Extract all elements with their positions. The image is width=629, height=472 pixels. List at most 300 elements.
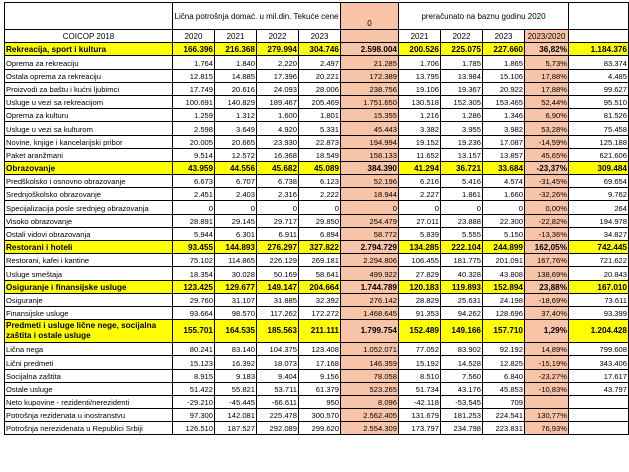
table-row [5,409,629,422]
row-label: Rekreacija, sport i kultura [5,43,173,56]
row-label: Oprema za kulturu [5,109,173,122]
value-cell: 6.738 [257,175,299,188]
value-cell: -53.545 [441,395,483,408]
value-cell: 28.829 [399,293,441,306]
value-cell: 1.468.645 [341,306,399,319]
value-cell: -10,83% [525,382,569,395]
value-cell: 123.425 [173,280,215,293]
value-cell: 15.123 [173,356,215,369]
value-cell: 13.984 [441,69,483,82]
value-cell: 31.885 [257,293,299,306]
value-cell: 18.549 [299,148,341,161]
value-cell: 28.891 [173,214,215,227]
value-cell: 327.822 [299,241,341,254]
value-cell: 279.994 [257,43,299,56]
value-cell: 20.221 [299,69,341,82]
value-cell: 73.611 [569,293,629,306]
value-cell: 37,40% [525,306,569,319]
value-cell: 51.422 [173,382,215,395]
value-cell: 2.562.405 [341,409,399,422]
value-cell: 18.354 [173,267,215,280]
value-cell: 167.010 [569,280,629,293]
value-cell: 12.825 [483,356,525,369]
value-cell: 0 [441,201,483,214]
value-cell: 22.300 [483,214,525,227]
value-cell: 152.489 [399,320,441,343]
table-row [5,356,629,369]
value-cell: 17.168 [299,356,341,369]
value-cell: 43.959 [173,161,215,174]
value-cell: 194.978 [569,214,629,227]
value-cell: 1.286 [441,109,483,122]
value-cell: 36,82% [525,43,569,56]
header-col: 2021 [399,30,441,43]
category-row [5,43,629,56]
value-cell: 276.142 [341,293,399,306]
value-cell: 6.216 [399,175,441,188]
header-base-year: preračunato na baznu godinu 2020 [399,3,569,30]
value-cell: 104.375 [257,343,299,356]
row-label: Potrošnja rezidenata u inostranstvu [5,409,173,422]
value-cell: 58.772 [341,227,399,240]
value-cell: 2.598.004 [341,43,399,56]
value-cell: 2.316 [257,188,299,201]
value-cell: 1.840 [215,56,257,69]
row-label: Usluge u vezi sa rekreacijom [5,95,173,108]
value-cell: 244.899 [483,241,525,254]
value-cell: 1.706 [399,56,441,69]
value-cell: 131.679 [399,409,441,422]
value-cell: 32.392 [299,293,341,306]
value-cell: 17,88% [525,82,569,95]
table-row [5,227,629,240]
value-cell: 172.389 [341,69,399,82]
value-cell: 80.241 [173,343,215,356]
value-cell: 15.192 [399,356,441,369]
value-cell: 276.297 [257,241,299,254]
row-label: Finansijske usluge [5,306,173,319]
value-cell: -23,37% [525,161,569,174]
value-cell: -22,82% [525,214,569,227]
value-cell: 106.455 [399,254,441,267]
value-cell: 6.123 [299,175,341,188]
value-cell: 0 [257,201,299,214]
value-cell: 45.853 [483,382,525,395]
table-row [5,148,629,161]
row-label: Proizvodi za baštu i kućni ljubimci [5,82,173,95]
value-cell: 225.478 [257,409,299,422]
header-empty-cell [5,3,173,30]
table-row [5,188,629,201]
value-cell: 11.652 [399,148,441,161]
row-label: Ostale usluge [5,382,173,395]
value-cell: 343.406 [569,356,629,369]
value-cell: 20.922 [483,82,525,95]
value-cell: 2.451 [173,188,215,201]
value-cell: 51.734 [399,382,441,395]
value-cell: 204.664 [299,280,341,293]
value-cell: 223.831 [483,422,525,435]
value-cell: 194.994 [341,135,399,148]
value-cell: 23.888 [441,214,483,227]
value-cell: 23,88% [525,280,569,293]
value-cell: 146.359 [341,356,399,369]
table-row [5,95,629,108]
value-cell: 709 [483,395,525,408]
value-cell: 309.484 [569,161,629,174]
value-cell: 4.485 [569,69,629,82]
row-label: Neto kupovine - rezidenti/nerezidenti [5,395,173,408]
value-cell: 22.873 [299,135,341,148]
header-col: 2020 [173,30,215,43]
value-cell: 238.756 [341,82,399,95]
value-cell: 5,73% [525,56,569,69]
value-cell: 1.216 [399,109,441,122]
value-cell: 14,89% [525,343,569,356]
value-cell: 3.382 [399,122,441,135]
header-col: 2021 [215,30,257,43]
value-cell: 181.775 [441,254,483,267]
table-row [5,369,629,382]
row-label: Ostali vidovi obrazovanja [5,227,173,240]
table-row [5,175,629,188]
value-cell: 93.664 [173,306,215,319]
category-row [5,241,629,254]
value-cell: 33.684 [483,161,525,174]
value-cell: 4.920 [257,122,299,135]
value-cell: 24.093 [257,82,299,95]
value-cell: 126.510 [173,422,215,435]
value-cell: 721.622 [569,254,629,267]
value-cell: 4.574 [483,175,525,188]
value-cell: 142.081 [215,409,257,422]
value-cell: 1,29% [525,320,569,343]
value-cell: 78.058 [341,369,399,382]
value-cell: 45.443 [341,122,399,135]
table-row [5,135,629,148]
value-cell: 1.764 [173,56,215,69]
value-cell: 157.710 [483,320,525,343]
category-row [5,320,629,343]
value-cell: 130,77% [525,409,569,422]
value-cell: 201.091 [483,254,525,267]
value-cell: 45.089 [299,161,341,174]
value-cell: 100.691 [173,95,215,108]
value-cell: 43.808 [483,267,525,280]
header-coicop: COICOP 2018 [5,30,173,43]
category-row [5,161,629,174]
row-label: Specijalizacija posle srednjeg obrazovanja [5,201,173,214]
value-cell: 19.236 [441,135,483,148]
value-cell: 292.089 [257,422,299,435]
value-cell: 5.416 [441,175,483,188]
value-cell: 55.821 [215,382,257,395]
value-cell: 158.133 [341,148,399,161]
value-cell: 1.312 [215,109,257,122]
value-cell: 138,69% [525,267,569,280]
value-cell: 17,88% [525,69,569,82]
row-label: Usluge u vezi sa kulturom [5,122,173,135]
value-cell: 45,65% [525,148,569,161]
header-row-2 [5,30,629,43]
table-row [5,254,629,267]
value-cell: 21.285 [341,56,399,69]
value-cell: 20.005 [173,135,215,148]
header-current-prices: Lična potrošnja domać. u mil.din. Tekuće cene [173,3,341,30]
value-cell: 44.556 [215,161,257,174]
value-cell: 8.510 [399,369,441,382]
value-cell: 2.598 [173,122,215,135]
value-cell: 2.403 [215,188,257,201]
value-cell: 29.717 [257,214,299,227]
value-cell: 149.166 [441,320,483,343]
value-cell: 27.011 [399,214,441,227]
table-row [5,267,629,280]
header-col: 2022 [441,30,483,43]
value-cell: 0 [215,201,257,214]
value-cell: 0 [173,201,215,214]
value-cell: 25.631 [441,293,483,306]
value-cell: 28.006 [299,82,341,95]
value-cell: 140.829 [215,95,257,108]
value-cell: 69.654 [569,175,629,188]
value-cell: 95.510 [569,95,629,108]
value-cell: 53,28% [525,122,569,135]
value-cell: 2.227 [399,188,441,201]
value-cell: 227.660 [483,43,525,56]
value-cell: 216.368 [215,43,257,56]
value-cell: 20.843 [569,267,629,280]
value-cell: -45.445 [215,395,257,408]
row-label: Ostala oprema za rekreaciju [5,69,173,82]
value-cell: 3.955 [441,122,483,135]
value-cell: 2.220 [257,56,299,69]
value-cell: 41.294 [399,161,441,174]
table-row [5,109,629,122]
value-cell: 0 [483,201,525,214]
value-cell: 152.894 [483,280,525,293]
value-cell: 81.526 [569,109,629,122]
value-cell: 384.390 [341,161,399,174]
row-label: Osiguranje [5,293,173,306]
value-cell: 134.285 [399,241,441,254]
category-row [5,280,629,293]
value-cell: 742.445 [569,241,629,254]
value-cell: 34.827 [569,227,629,240]
value-cell: 189.467 [257,95,299,108]
row-label: Socijalna zaštita [5,369,173,382]
value-cell: 950 [299,395,341,408]
value-cell: 94.262 [441,306,483,319]
value-cell: 30.028 [215,267,257,280]
value-cell: 2.794.729 [341,241,399,254]
value-cell: 43.797 [569,382,629,395]
value-cell: 17.617 [569,369,629,382]
value-cell: -15,19% [525,356,569,369]
header-col: 2023 [299,30,341,43]
value-cell: 99.627 [569,82,629,95]
value-cell: 234.798 [441,422,483,435]
value-cell: 29.850 [299,214,341,227]
row-label: Oprema za rekreaciju [5,56,173,69]
header-row-1 [5,3,629,30]
value-cell: 119.893 [441,280,483,293]
value-cell: 1.184.376 [569,43,629,56]
value-cell: 27.829 [399,267,441,280]
value-cell: 29.760 [173,293,215,306]
value-cell: 52,44% [525,95,569,108]
value-cell: 53.711 [257,382,299,395]
header-col [341,30,399,43]
value-cell: 130.518 [399,95,441,108]
value-cell: 1.751.650 [341,95,399,108]
value-cell: 9.762 [569,188,629,201]
value-cell: 523.265 [341,382,399,395]
value-cell: 13.857 [483,148,525,161]
value-cell: 1.799.754 [341,320,399,343]
value-cell: 164.535 [215,320,257,343]
value-cell: 17.749 [173,82,215,95]
value-cell: 6,90% [525,109,569,122]
value-cell: 1.865 [483,56,525,69]
value-cell: 23.930 [257,135,299,148]
header-mid-cell: 0 [341,3,399,30]
value-cell: 254.479 [341,214,399,227]
value-cell: 2.294.806 [341,254,399,267]
value-cell: 0 [299,201,341,214]
value-cell: 75.458 [569,122,629,135]
value-cell: 98.570 [215,306,257,319]
value-cell: 114.865 [215,254,257,267]
header-col: 2023/2020 [525,30,569,43]
value-cell: 155.701 [173,320,215,343]
value-cell: 20.665 [215,135,257,148]
value-cell [569,422,629,435]
table-row [5,122,629,135]
table-row [5,214,629,227]
value-cell: 120.183 [399,280,441,293]
value-cell: 5.839 [399,227,441,240]
row-label: Predškolsko i osnovno obrazovanje [5,175,173,188]
value-cell: -18,69% [525,293,569,306]
value-cell: 45.682 [257,161,299,174]
value-cell: 31.107 [215,293,257,306]
value-cell: 2.497 [299,56,341,69]
value-cell: 12.815 [173,69,215,82]
value-cell: 19.367 [441,82,483,95]
value-cell: 152.305 [441,95,483,108]
value-cell: 50.169 [257,267,299,280]
value-cell: 36.721 [441,161,483,174]
value-cell: 1.744.789 [341,280,399,293]
row-label: Obrazovanje [5,161,173,174]
value-cell: 129.677 [215,280,257,293]
value-cell: 83.374 [569,56,629,69]
table-row [5,422,629,435]
header-col: 2023 [483,30,525,43]
value-cell: 6.301 [215,227,257,240]
value-cell: 43.176 [441,382,483,395]
row-label: Lični predmeti [5,356,173,369]
value-cell: 799.608 [569,343,629,356]
value-cell: 58.641 [299,267,341,280]
header-col [569,30,629,43]
value-cell: 162,05% [525,241,569,254]
row-label: Novine, knjige i kancelarijski pribor [5,135,173,148]
value-cell: 172.272 [299,306,341,319]
value-cell: 1.785 [441,56,483,69]
table-row [5,201,629,214]
value-cell: 16.392 [215,356,257,369]
value-cell: 93.399 [569,306,629,319]
value-cell: -29.210 [173,395,215,408]
value-cell: 40.328 [441,267,483,280]
value-cell: 6.707 [215,175,257,188]
value-cell: 77.052 [399,343,441,356]
row-label: Paket aranžmani [5,148,173,161]
value-cell: 1.052.071 [341,343,399,356]
value-cell: 200.526 [399,43,441,56]
value-cell: 17.087 [483,135,525,148]
value-cell: 2.554.309 [341,422,399,435]
value-cell: 149.147 [257,280,299,293]
value-cell: 92.192 [483,343,525,356]
value-cell: 3.982 [483,122,525,135]
value-cell: 117.262 [257,306,299,319]
value-cell: 52.196 [341,175,399,188]
value-cell: 93.455 [173,241,215,254]
value-cell: 224.541 [483,409,525,422]
value-cell: 29.145 [215,214,257,227]
value-cell: 12.572 [215,148,257,161]
row-label: Visoko obrazovanje [5,214,173,227]
row-label: Usluge smeštaja [5,267,173,280]
value-cell: 9.514 [173,148,215,161]
value-cell: 15.355 [341,109,399,122]
value-cell [525,395,569,408]
value-cell: 0,00% [525,201,569,214]
table-row [5,306,629,319]
table-row [5,293,629,306]
value-cell: 304.746 [299,43,341,56]
value-cell: 13.157 [441,148,483,161]
row-label: Restorani, kafei i kantine [5,254,173,267]
value-cell: 264 [569,201,629,214]
value-cell: 226.129 [257,254,299,267]
value-cell: 181.253 [441,409,483,422]
value-cell: -42.118 [399,395,441,408]
coicop-table [4,2,629,435]
value-cell: 83.140 [215,343,257,356]
value-cell: 1.801 [299,109,341,122]
header-col: 2022 [257,30,299,43]
value-cell: 17.396 [257,69,299,82]
value-cell: 19.152 [399,135,441,148]
value-cell: 153.465 [483,95,525,108]
value-cell: 9.156 [299,369,341,382]
value-cell: 166.396 [173,43,215,56]
value-cell: 18.944 [341,188,399,201]
value-cell: 144.893 [215,241,257,254]
value-cell: 173.797 [399,422,441,435]
value-cell: 2.222 [299,188,341,201]
value-cell: 7.560 [441,369,483,382]
value-cell [569,395,629,408]
value-cell: 1.259 [173,109,215,122]
table-row [5,343,629,356]
value-cell: 225.075 [441,43,483,56]
row-label: Lična nega [5,343,173,356]
